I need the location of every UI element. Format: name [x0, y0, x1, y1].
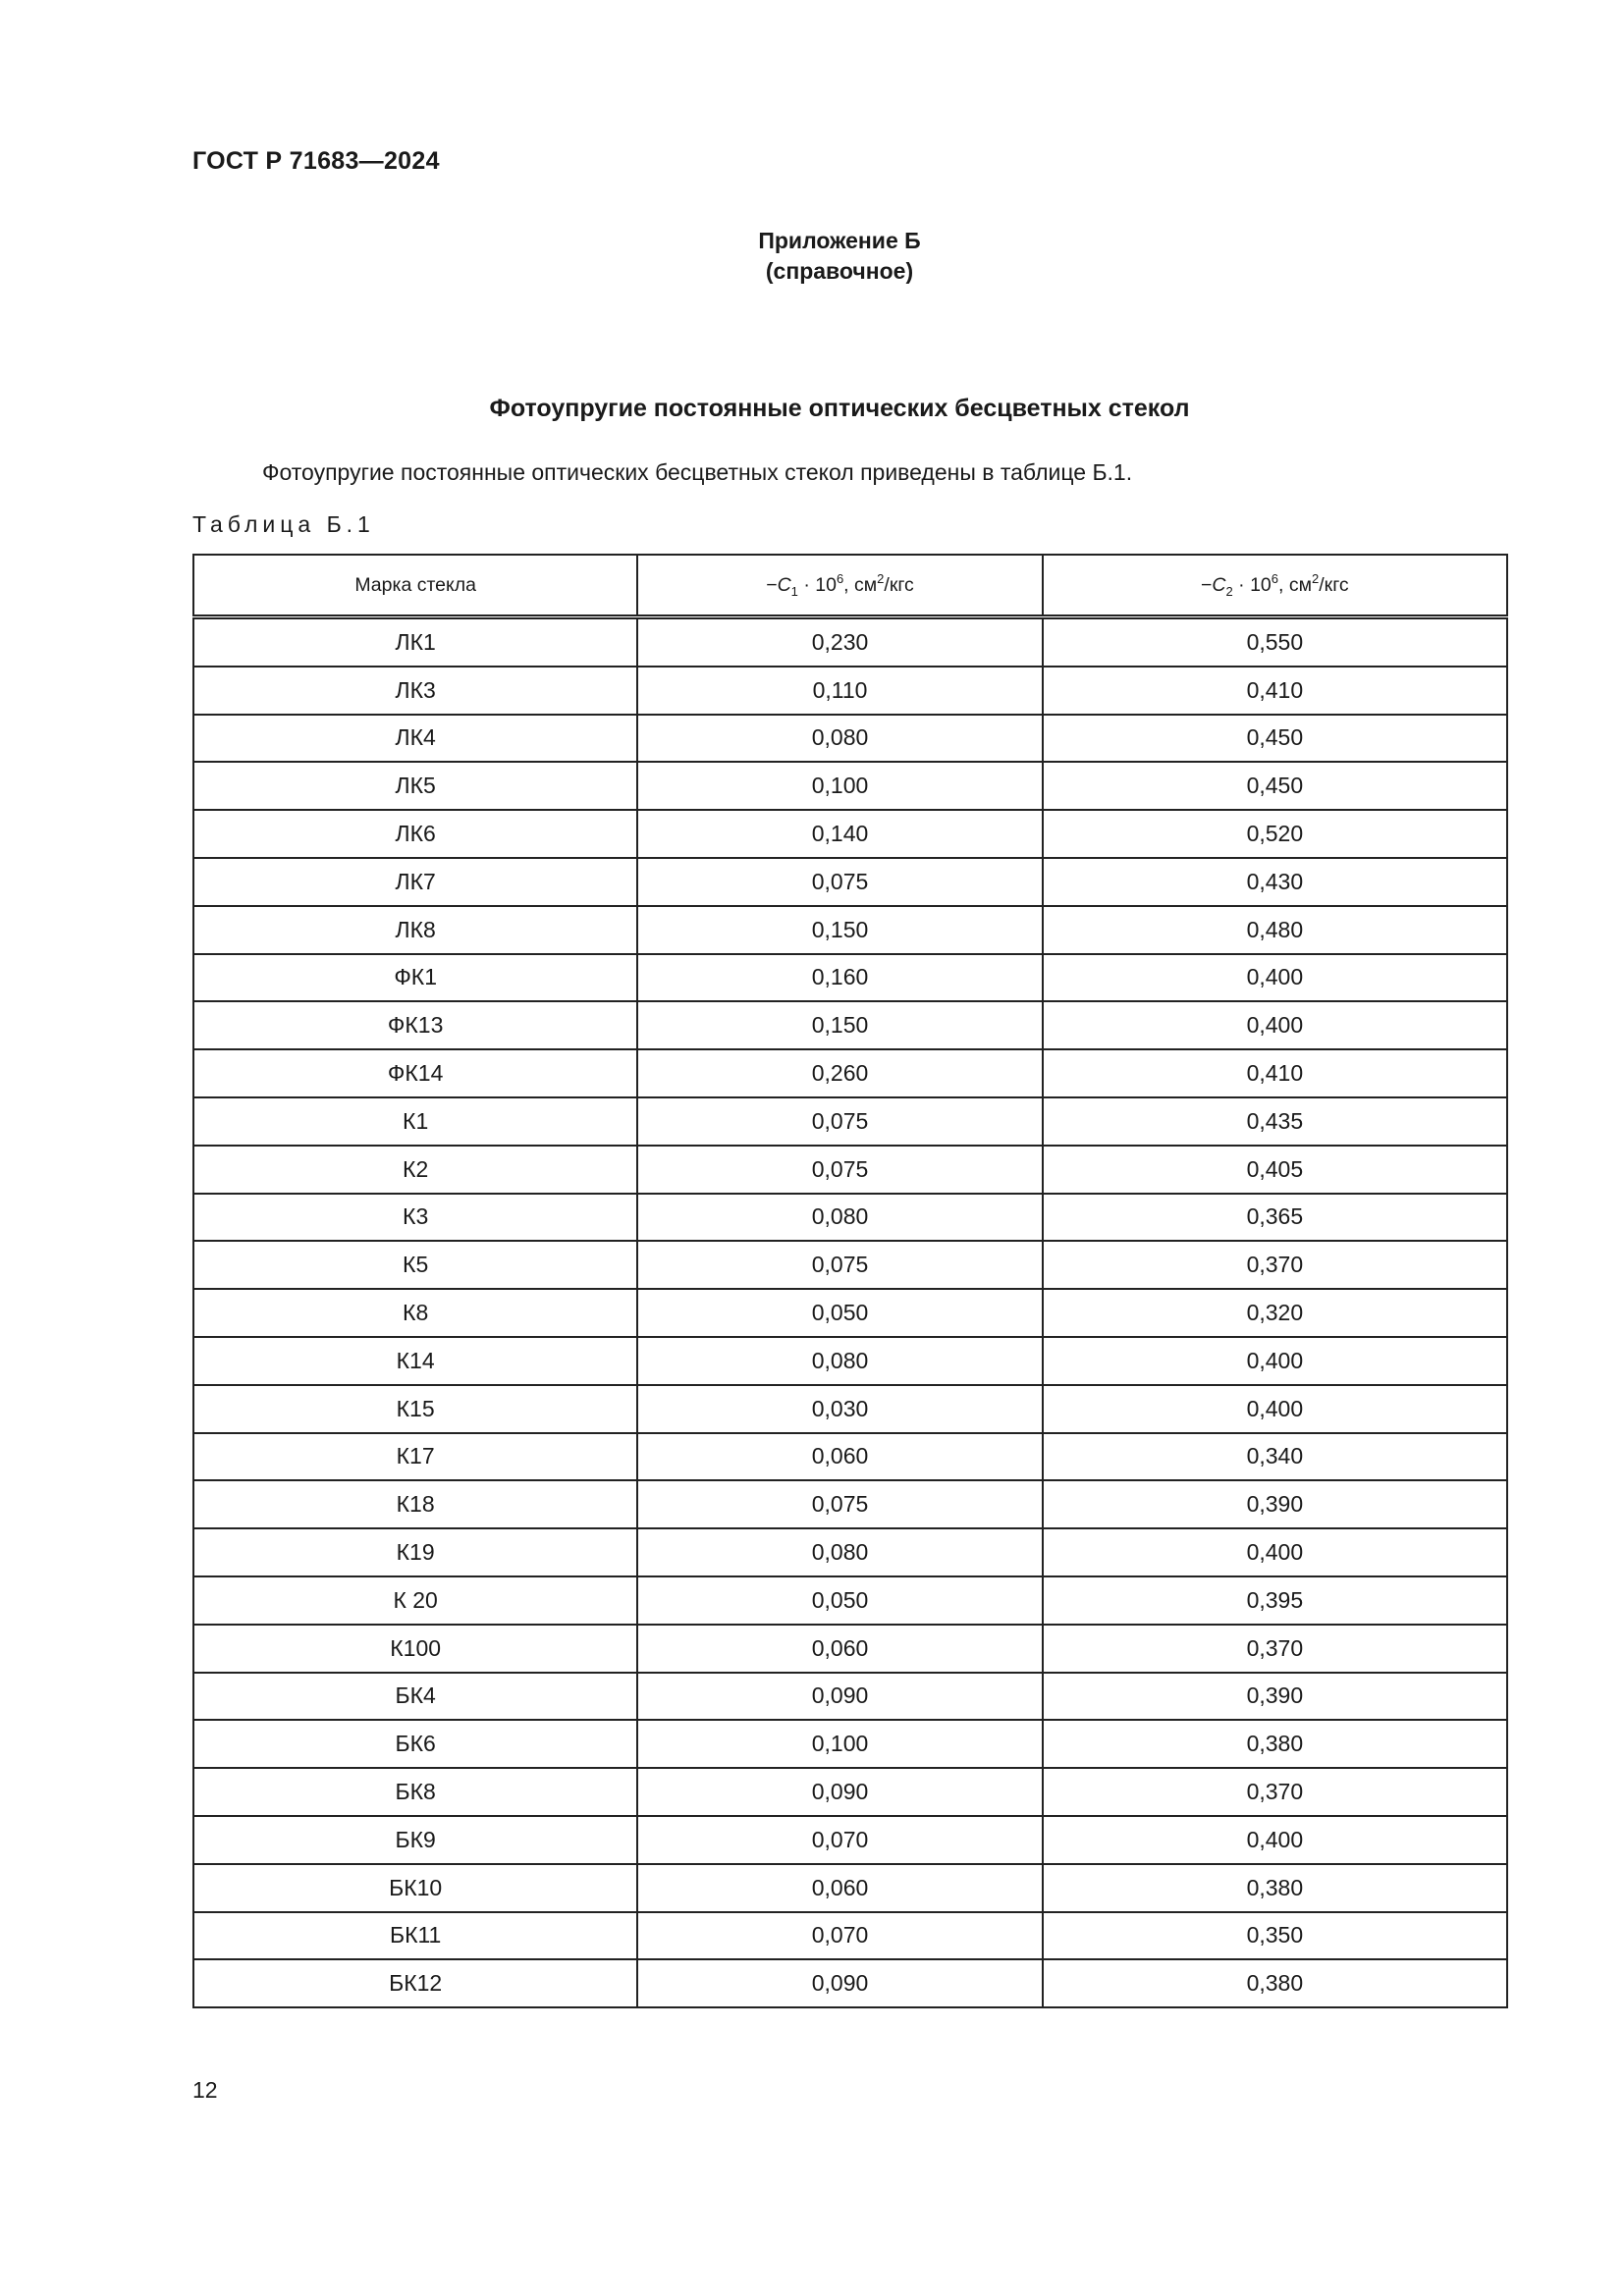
page-number: 12 — [192, 2077, 218, 2103]
c2-value: 0,370 — [1043, 1625, 1507, 1673]
document-code: ГОСТ Р 71683—2024 — [192, 147, 440, 175]
c2-value: 0,450 — [1043, 715, 1507, 763]
table-row — [193, 1625, 1507, 1673]
c1-value: 0,160 — [637, 954, 1042, 1002]
c2-value: 0,400 — [1043, 1337, 1507, 1385]
table-row — [193, 1337, 1507, 1385]
c2-value: 0,550 — [1043, 617, 1507, 667]
annex-kind: (справочное) — [765, 258, 914, 284]
table-row — [193, 762, 1507, 810]
photoelastic-constants-table — [192, 554, 1508, 2008]
c2-value: 0,395 — [1043, 1576, 1507, 1625]
glass-mark: К100 — [193, 1625, 637, 1673]
glass-mark: К2 — [193, 1146, 637, 1194]
glass-mark: К5 — [193, 1241, 637, 1289]
table-row — [193, 1959, 1507, 2007]
glass-mark: БК12 — [193, 1959, 637, 2007]
c1-value: 0,090 — [637, 1768, 1042, 1816]
glass-mark: БК10 — [193, 1864, 637, 1912]
c2-value: 0,390 — [1043, 1480, 1507, 1528]
intro-paragraph: Фотоупругие постоянные оптических бесцветных стекол приведены в таблице Б.1. — [262, 459, 1133, 485]
c2-multiplier: · 10 — [1232, 574, 1272, 596]
c2-value: 0,320 — [1043, 1289, 1507, 1337]
c2-value: 0,400 — [1043, 954, 1507, 1002]
c2-unit-denominator: /кгс — [1319, 574, 1349, 596]
table-row — [193, 1816, 1507, 1864]
c1-value: 0,230 — [637, 617, 1042, 667]
glass-mark: К1 — [193, 1097, 637, 1146]
c2-value: 0,380 — [1043, 1959, 1507, 2007]
glass-mark: БК4 — [193, 1673, 637, 1721]
c2-value: 0,400 — [1043, 1001, 1507, 1049]
c2-value: 0,435 — [1043, 1097, 1507, 1146]
glass-mark: К3 — [193, 1194, 637, 1242]
header-c1 — [637, 555, 1042, 617]
table-row — [193, 954, 1507, 1002]
glass-mark: ЛК1 — [193, 617, 637, 667]
glass-mark: ЛК5 — [193, 762, 637, 810]
c1-unit-denominator: /кгс — [884, 574, 914, 596]
c1-multiplier: · 10 — [797, 574, 837, 596]
c1-value: 0,080 — [637, 1337, 1042, 1385]
c1-value: 0,075 — [637, 1146, 1042, 1194]
c2-value: 0,390 — [1043, 1673, 1507, 1721]
c2-value: 0,370 — [1043, 1768, 1507, 1816]
glass-mark: БК11 — [193, 1912, 637, 1960]
table-row — [193, 1480, 1507, 1528]
c2-value: 0,400 — [1043, 1385, 1507, 1433]
table-row — [193, 617, 1507, 667]
glass-mark: К15 — [193, 1385, 637, 1433]
c1-value: 0,060 — [637, 1625, 1042, 1673]
c1-value: 0,075 — [637, 1480, 1042, 1528]
c1-value: 0,080 — [637, 1194, 1042, 1242]
c2-value: 0,340 — [1043, 1433, 1507, 1481]
table-row — [193, 1768, 1507, 1816]
c2-value: 0,400 — [1043, 1528, 1507, 1576]
c1-unit-square: 2 — [877, 571, 885, 586]
c1-value: 0,100 — [637, 762, 1042, 810]
table-row — [193, 858, 1507, 906]
c1-symbol: C — [777, 574, 791, 596]
c2-value: 0,405 — [1043, 1146, 1507, 1194]
glass-mark: ЛК8 — [193, 906, 637, 954]
c1-value: 0,100 — [637, 1720, 1042, 1768]
table-row — [193, 1097, 1507, 1146]
table-row — [193, 1146, 1507, 1194]
c2-symbol: C — [1212, 574, 1226, 596]
glass-mark: БК9 — [193, 1816, 637, 1864]
c1-value: 0,090 — [637, 1673, 1042, 1721]
c1-value: 0,050 — [637, 1289, 1042, 1337]
c1-value: 0,080 — [637, 1528, 1042, 1576]
c1-value: 0,110 — [637, 667, 1042, 715]
glass-mark: ЛК7 — [193, 858, 637, 906]
table-row — [193, 1912, 1507, 1960]
c1-value: 0,075 — [637, 1241, 1042, 1289]
c1-value: 0,060 — [637, 1864, 1042, 1912]
table-row — [193, 1241, 1507, 1289]
c1-value: 0,070 — [637, 1816, 1042, 1864]
c1-value: 0,090 — [637, 1959, 1042, 2007]
glass-mark: К19 — [193, 1528, 637, 1576]
section-title: Фотоупругие постоянные оптических бесцветных стекол — [489, 395, 1190, 422]
c2-value: 0,480 — [1043, 906, 1507, 954]
header-c2 — [1043, 555, 1507, 617]
c2-subscript: 2 — [1225, 584, 1233, 599]
table-row — [193, 810, 1507, 858]
c1-value: 0,060 — [637, 1433, 1042, 1481]
table-row — [193, 1289, 1507, 1337]
c1-sign: − — [766, 574, 778, 596]
c1-unit: , см — [843, 574, 878, 596]
glass-mark: БК8 — [193, 1768, 637, 1816]
glass-mark: БК6 — [193, 1720, 637, 1768]
c1-value: 0,070 — [637, 1912, 1042, 1960]
table-row — [193, 1720, 1507, 1768]
table-row — [193, 1433, 1507, 1481]
table-row — [193, 1576, 1507, 1625]
c2-value: 0,380 — [1043, 1720, 1507, 1768]
c1-value: 0,150 — [637, 1001, 1042, 1049]
c2-value: 0,370 — [1043, 1241, 1507, 1289]
glass-mark: К17 — [193, 1433, 637, 1481]
c1-power: 6 — [836, 571, 844, 586]
c2-value: 0,410 — [1043, 667, 1507, 715]
c2-value: 0,410 — [1043, 1049, 1507, 1097]
glass-mark: ЛК4 — [193, 715, 637, 763]
annex-title: Приложение Б — [758, 228, 921, 253]
glass-mark: К18 — [193, 1480, 637, 1528]
c1-value: 0,075 — [637, 858, 1042, 906]
table-label: Таблица Б.1 — [192, 511, 375, 537]
header-glass-mark: Марка стекла — [193, 555, 637, 617]
glass-mark: К8 — [193, 1289, 637, 1337]
c1-value: 0,150 — [637, 906, 1042, 954]
glass-mark: ФК1 — [193, 954, 637, 1002]
c1-value: 0,030 — [637, 1385, 1042, 1433]
c1-value: 0,080 — [637, 715, 1042, 763]
table-row — [193, 906, 1507, 954]
c2-unit-square: 2 — [1312, 571, 1320, 586]
c1-value: 0,050 — [637, 1576, 1042, 1625]
glass-mark: ФК14 — [193, 1049, 637, 1097]
c2-value: 0,520 — [1043, 810, 1507, 858]
c2-value: 0,350 — [1043, 1912, 1507, 1960]
table-row — [193, 1528, 1507, 1576]
table-row — [193, 1385, 1507, 1433]
glass-mark: К14 — [193, 1337, 637, 1385]
c1-subscript: 1 — [790, 584, 798, 599]
glass-mark: ЛК6 — [193, 810, 637, 858]
glass-mark: К 20 — [193, 1576, 637, 1625]
table-row — [193, 1001, 1507, 1049]
c2-value: 0,400 — [1043, 1816, 1507, 1864]
c1-value: 0,140 — [637, 810, 1042, 858]
c1-value: 0,075 — [637, 1097, 1042, 1146]
table-row — [193, 1049, 1507, 1097]
table-header-row — [193, 555, 1507, 617]
table-row — [193, 1194, 1507, 1242]
table-row — [193, 1864, 1507, 1912]
c2-value: 0,365 — [1043, 1194, 1507, 1242]
glass-mark: ФК13 — [193, 1001, 637, 1049]
c1-value: 0,260 — [637, 1049, 1042, 1097]
table-row — [193, 667, 1507, 715]
table-row — [193, 1673, 1507, 1721]
c2-unit: , см — [1278, 574, 1313, 596]
glass-mark: ЛК3 — [193, 667, 637, 715]
c2-value: 0,380 — [1043, 1864, 1507, 1912]
c2-value: 0,430 — [1043, 858, 1507, 906]
c2-value: 0,450 — [1043, 762, 1507, 810]
c2-sign: − — [1201, 574, 1213, 596]
table-row — [193, 715, 1507, 763]
c2-power: 6 — [1271, 571, 1279, 586]
